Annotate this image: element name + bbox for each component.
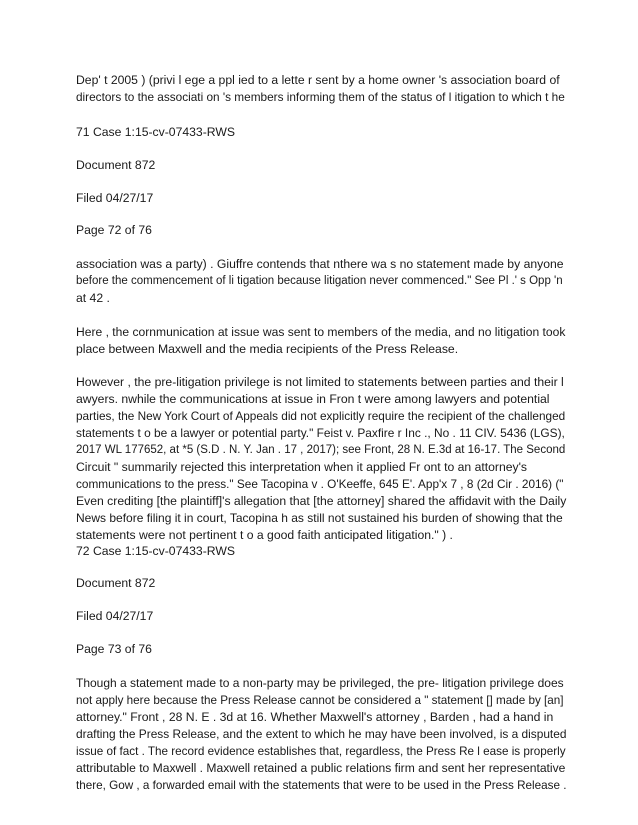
text-line: not apply here because the Press Release cannot be considered a " statement [] made by [an]: [76, 694, 564, 707]
document-number-line: [76, 157, 566, 174]
text-line: place between Maxwell and the media recipients of the Press Release.: [76, 342, 459, 356]
text-line: Filed 04/27/17: [76, 609, 154, 623]
paragraph-continuation: [76, 72, 566, 106]
paragraph-pre-litigation-privilege: [76, 374, 566, 544]
filed-date-line: [76, 190, 566, 207]
text-line: parties, the New York Court of Appeals did not explicitly require the recipient of the challenged: [76, 409, 566, 423]
text-line: before the commencement of li tigation because litigation never commenced." See Pl .' s Opp 'n: [76, 275, 563, 287]
text-line: statements t o be a lawyer or potential party." Feist v. Paxfire r Inc ., No . 11 CIV. 5436 (LGS),: [76, 426, 565, 440]
filed-date-line: [76, 608, 566, 625]
text-line: statements were not pertinent t o a good faith anticipated litigation." ) .: [76, 528, 453, 542]
text-line: 2017 WL 177652, at *5 (S.D . N. Y. Jan . 17 , 2017); see Front, 28 N. E.3d at 16-17. The Second: [76, 444, 566, 456]
text-line: association was a party) . Giuffre contends that nthere wa s no statement made by anyone: [76, 257, 564, 271]
text-line: attributable to Maxwell . Maxwell retained a public relations firm and sent her representative: [76, 761, 566, 775]
case-number-line: [76, 543, 566, 560]
text-line: Dep' t 2005 ) (privi l ege a ppl ied to a lette r sent by a home owner 's association board of: [76, 73, 560, 87]
page-number-line: [76, 641, 566, 658]
text-line: issue of fact . The record evidence establishes that, regardless, the Press Re l ease is properly: [76, 745, 566, 758]
paragraph-press-release-attribution: [76, 675, 566, 794]
text-line: Page 72 of 76: [76, 223, 152, 237]
text-line: there, Gow , a forwarded email with the statements that were to be used in the Press Release .: [76, 779, 567, 792]
text-line: Document 872: [76, 158, 156, 172]
page-number-line: [76, 222, 566, 239]
text-line: attorney." Front , 28 N. E . 3d at 16. Whether Maxwell's attorney , Barden , had a hand in: [76, 710, 554, 724]
text-line: Here , the cornmunication at issue was sent to members of the media, and no litigation took: [76, 325, 566, 339]
text-line: directors to the associati on 's members informing them of the status of l itigation to which t he: [76, 90, 565, 104]
text-line: Page 73 of 76: [76, 642, 152, 656]
case-number-line: [76, 124, 566, 141]
text-line: at 42 .: [76, 291, 110, 305]
text-line: Circuit " summarily rejected this interpretation when it applied Fr ont to an attorney's: [76, 460, 528, 474]
text-line: 72 Case 1:15-cv-07433-RWS: [76, 544, 235, 558]
text-line: communications to the press." See Tacopina v . O'Keeffe, 645 E'. App'x 7 , 8 (2d Cir . 2016) (": [76, 477, 564, 491]
text-line: Even crediting [the plaintiff]'s allegation that [the attorney] shared the affidavit with the Daily: [76, 494, 567, 508]
text-line: News before filing it in court, Tacopina h as still not sustained his burden of showing that the: [76, 511, 563, 525]
paragraph-giuffre-contention: [76, 256, 566, 307]
text-line: awyers. nwhile the communications at issue in Fron t were among lawyers and potential: [76, 392, 550, 406]
paragraph-communication-at-issue: [76, 324, 566, 358]
text-line: Filed 04/27/17: [76, 191, 154, 205]
text-line: Document 872: [76, 576, 156, 590]
text-line: However , the pre-litigation privilege is not limited to statements between parties and their l: [76, 375, 564, 389]
text-line: Though a statement made to a non-party may be privileged, the pre- litigation privilege does: [76, 676, 564, 690]
document-number-line: [76, 575, 566, 592]
text-line: drafting the Press Release, and the extent to which he may have been involved, is a disputed: [76, 727, 567, 741]
text-line: 71 Case 1:15-cv-07433-RWS: [76, 125, 235, 139]
